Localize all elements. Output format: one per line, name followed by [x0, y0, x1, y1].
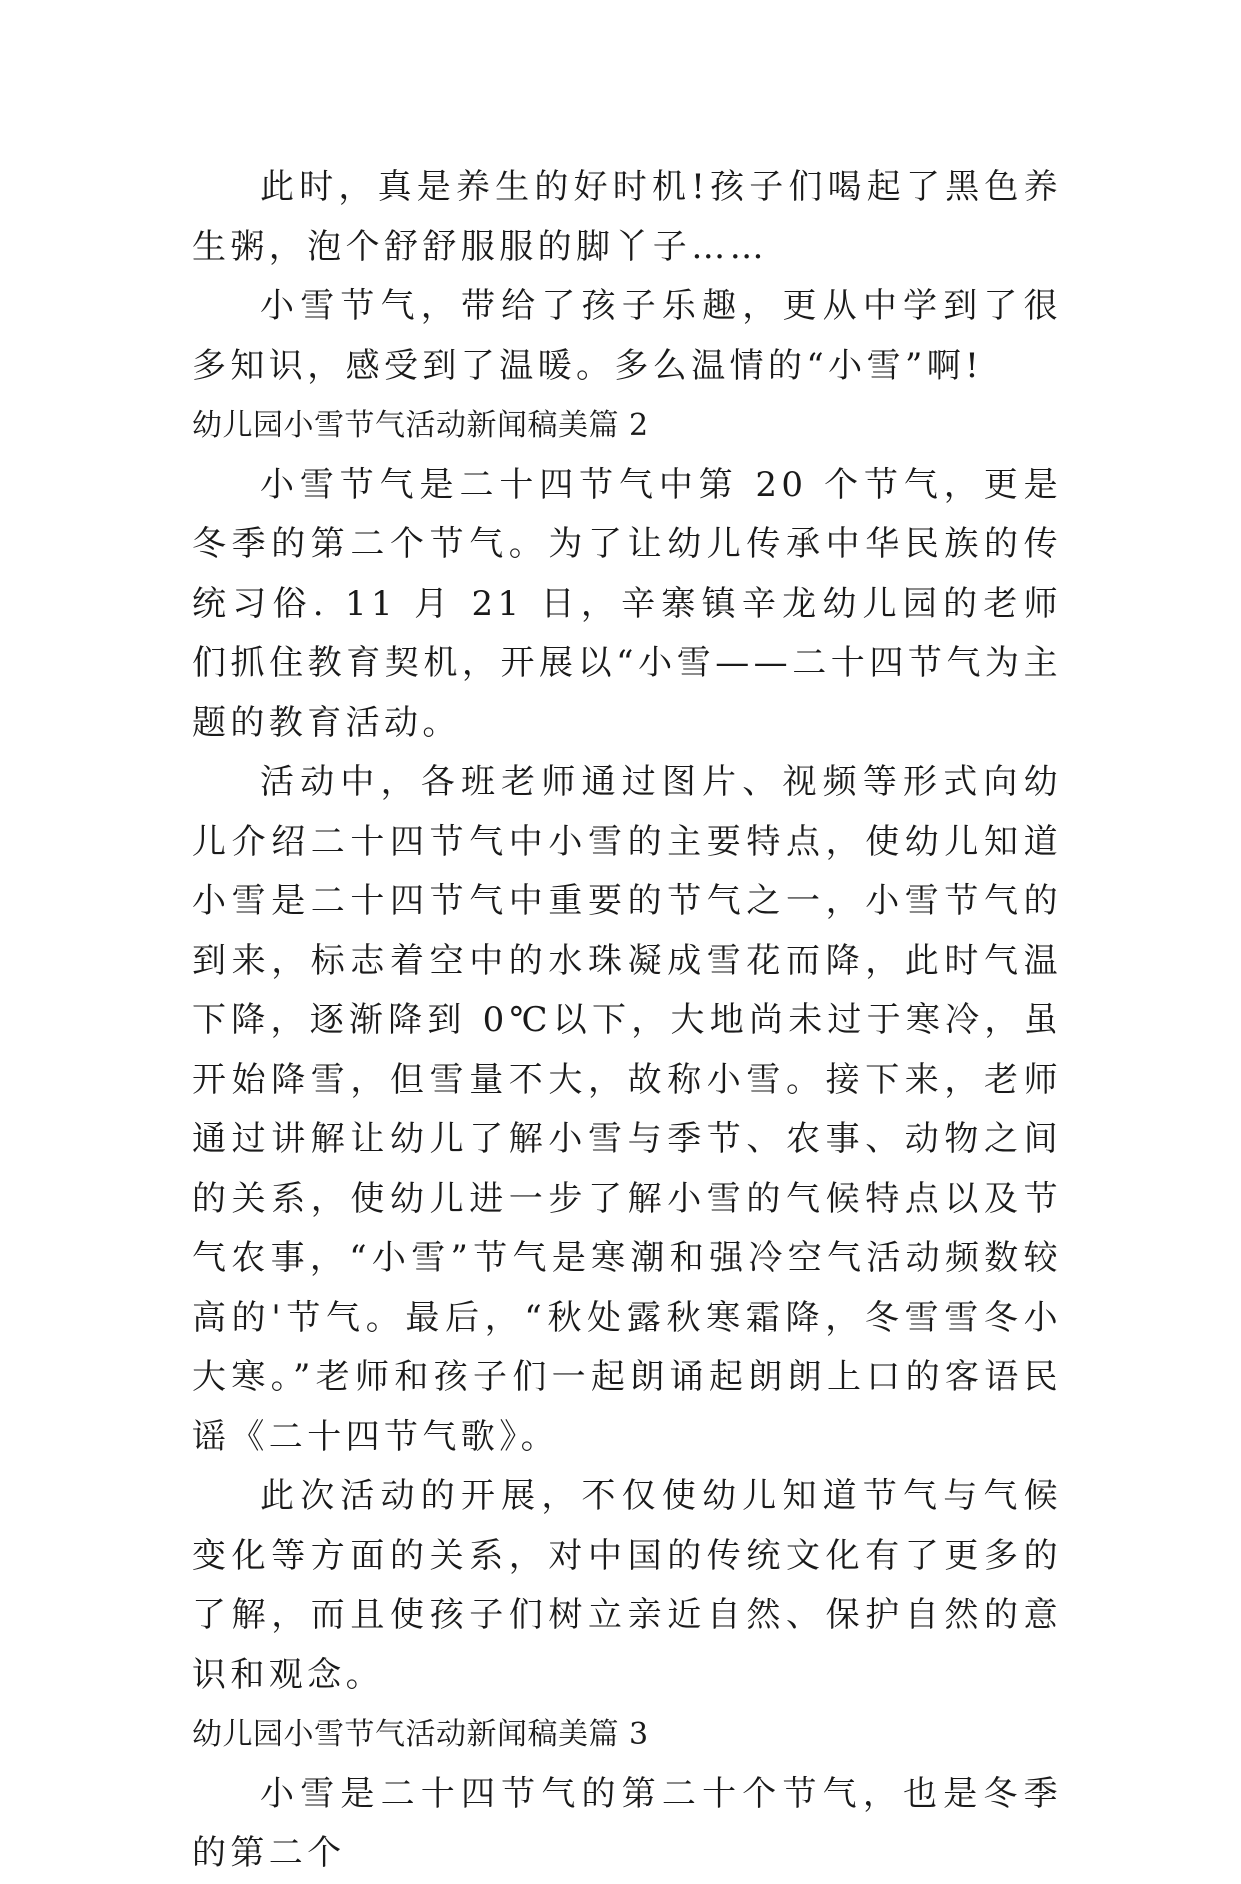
- paragraph: 此次活动的开展，不仅使幼儿知道节气与气候变化等方面的关系，对中国的传统文化有了更多的了解，而且使孩子们树立亲近自然、保护自然的意识和观念。: [192, 1476, 1062, 1695]
- document-body: [192, 158, 1062, 1884]
- paragraph: 小雪节气，带给了孩子乐趣，更从中学到了很多知识，感受到了温暖。多么温情的“小雪”啊!: [192, 286, 1062, 386]
- paragraph: 活动中，各班老师通过图片、视频等形式向幼儿介绍二十四节气中小雪的主要特点，使幼儿知道小雪是二十四节气中重要的节气之一，小雪节气的到来，标志着空中的水珠凝成雪花而降，此时气温下降，逐渐降到 0℃以下，大地尚未过于寒冷，虽开始降雪，但雪量不大，故称小雪。接下来，老师通过讲解让幼儿了解小雪与季节、农事、动物之间的关系，使幼儿进一步了解小雪的气候特点以及节气农事，“小雪”节气是寒潮和强冷空气活动频数较高的'节气。最后，“秋处露秋寒霜降，冬雪雪冬小大寒。”老师和孩子们一起朗诵起朗朗上口的客语民谣《二十四节气歌》。: [192, 762, 1062, 1457]
- paragraph: 此时，真是养生的好时机!孩子们喝起了黑色养生粥，泡个舒舒服服的脚丫子……: [192, 167, 1062, 267]
- paragraph: 小雪节气是二十四节气中第 20 个节气，更是冬季的第二个节气。为了让幼儿传承中华民族的传统习俗. 11 月 21 日，辛寨镇辛龙幼儿园的老师们抓住教育契机，开展以“小雪——二十四节气为主题的教育活动。: [192, 464, 1062, 743]
- section-heading: 幼儿园小雪节气活动新闻稿美篇 2: [192, 408, 649, 443]
- section-heading: 幼儿园小雪节气活动新闻稿美篇 3: [192, 1717, 649, 1752]
- paragraph: 小雪是二十四节气的第二十个节气，也是冬季的第二个: [192, 1773, 1062, 1873]
